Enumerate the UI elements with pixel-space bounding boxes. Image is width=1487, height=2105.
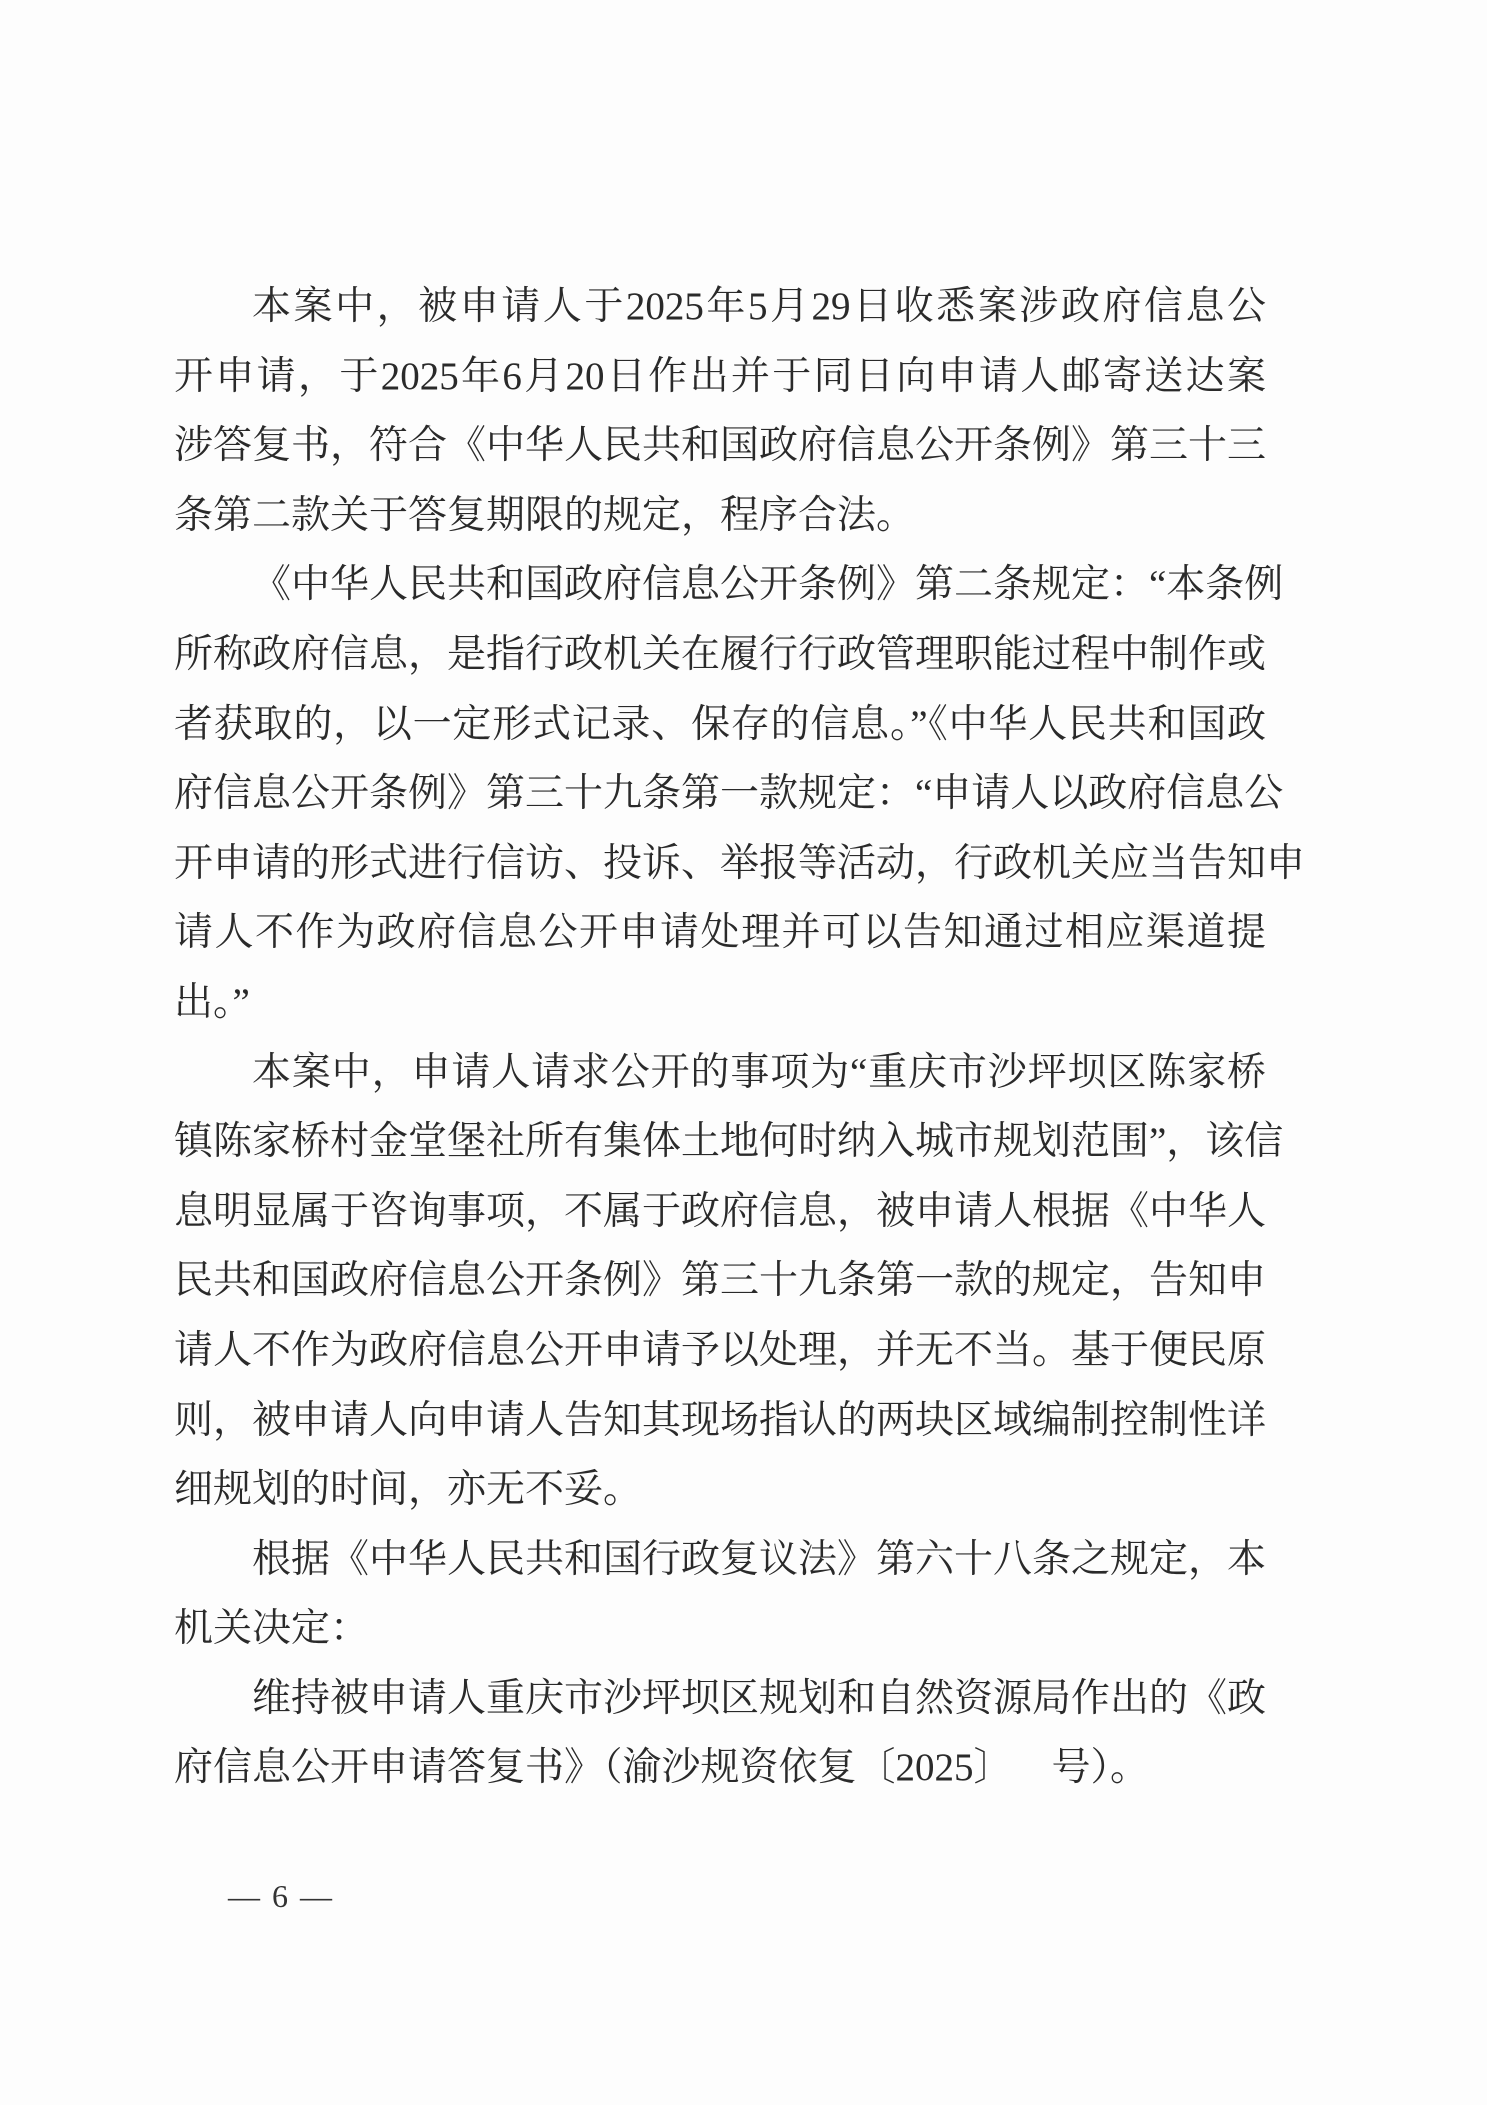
text-line: 请人不作为政府信息公开申请予以处理，并无不当。基于便民原: [174, 1328, 1267, 1372]
paragraph-procedure: [174, 272, 1266, 550]
text-line: 民共和国政府信息公开条例》第三十九条第一款的规定，告知申: [174, 1259, 1267, 1303]
text-line: 府信息公开条例》第三十九条第一款规定：“申请人以政府信息公: [174, 772, 1284, 816]
text-line: 者获取的，以一定形式记录、保存的信息。”《中华人民共和国政: [174, 702, 1266, 746]
text-line: 开申请的形式进行信访、投诉、举报等活动，行政机关应当告知申: [174, 841, 1306, 885]
paragraph-regulation-quote: [174, 550, 1306, 1037]
text-line: 条第二款关于答复期限的规定，程序合法。: [174, 493, 916, 537]
text-line: 开申请，于2025年6月20日作出并于同日向申请人邮寄送达案: [174, 354, 1266, 398]
text-line: 请人不作为政府信息公开申请处理并可以告知通过相应渠道提: [174, 911, 1266, 955]
text-line: 维持被申请人重庆市沙坪坝区规划和自然资源局作出的《政: [252, 1676, 1267, 1720]
text-line: 本案中，申请人请求公开的事项为“重庆市沙坪坝区陈家桥: [252, 1050, 1266, 1094]
text-line: 则，被申请人向申请人告知其现场指认的两块区域编制控制性详: [174, 1398, 1267, 1442]
text-line: 镇陈家桥村金堂堡社所有集体土地何时纳入城市规划范围”，该信: [174, 1120, 1284, 1164]
text-line: 根据《中华人民共和国行政复议法》第六十八条之规定，本: [252, 1537, 1267, 1581]
text-line: 府信息公开申请答复书》（渝沙规资依复〔2025〕 号）。: [174, 1746, 1150, 1790]
text-line: 涉答复书，符合《中华人民共和国政府信息公开条例》第三十三: [174, 424, 1267, 468]
text-line: 出。”: [174, 980, 250, 1024]
page-number: — 6 —: [228, 1878, 334, 1914]
paragraph-decision: [174, 1664, 1266, 1803]
text-line: 《中华人民共和国政府信息公开条例》第二条规定：“本条例: [252, 563, 1284, 607]
text-line: 所称政府信息，是指行政机关在履行行政管理职能过程中制作或: [174, 632, 1267, 676]
paragraph-legal-basis: [174, 1525, 1266, 1664]
text-line: 细规划的时间，亦无不妥。: [174, 1468, 643, 1512]
paragraph-analysis: [174, 1038, 1284, 1525]
text-line: 息明显属于咨询事项，不属于政府信息，被申请人根据《中华人: [174, 1189, 1267, 1233]
text-line: 本案中，被申请人于2025年5月29日收悉案涉政府信息公: [252, 285, 1266, 328]
text-line: 机关决定：: [174, 1607, 370, 1651]
document-body: [174, 272, 1306, 1803]
